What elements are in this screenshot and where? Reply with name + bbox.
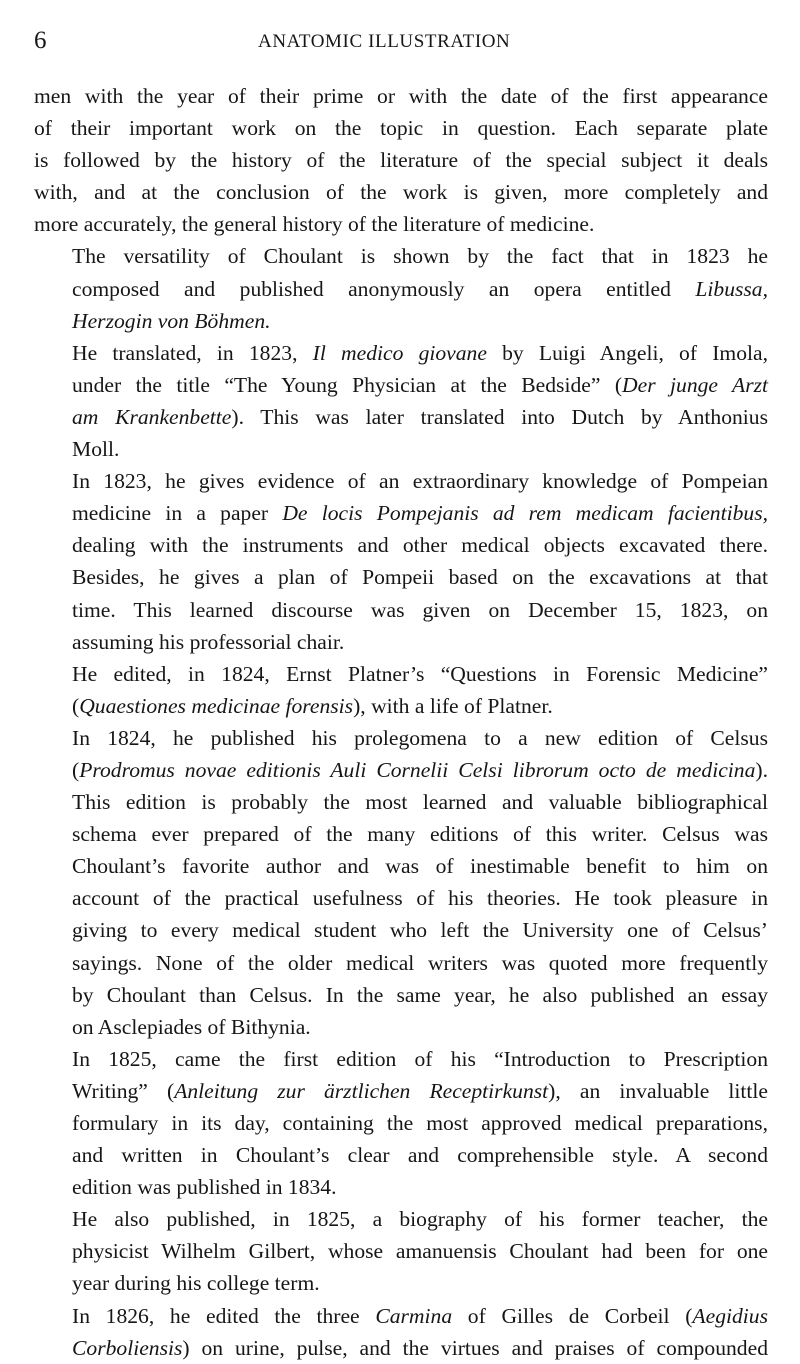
- text-line: [34, 208, 768, 240]
- text-line: [34, 369, 768, 401]
- text-line: [34, 497, 768, 529]
- text-run: ), an invaluable little: [548, 1078, 768, 1103]
- italic-text: Prodromus novae editionis Auli Cornelii Celsi librorum octo de medicina: [79, 757, 756, 782]
- text-run: of Gilles de Corbeil (: [452, 1303, 693, 1328]
- text-run: under the title “The Young Physician at the Bedside” (: [72, 372, 623, 397]
- text-line: [34, 1332, 768, 1364]
- text-run: account of the practical usefulness of his theories. He took pleasure in: [72, 886, 768, 911]
- italic-text: am Krankenbette: [72, 404, 232, 429]
- text-line: [34, 1075, 768, 1107]
- text-line: [34, 786, 768, 818]
- text-line: [34, 979, 768, 1011]
- text-run: by Choulant than Celsus. In the same year, he also published an essay: [72, 982, 768, 1007]
- italic-text: Aegidius: [692, 1303, 768, 1328]
- text-line: [34, 80, 768, 112]
- page-header: [0, 26, 800, 56]
- italic-text: Herzogin von Böhmen.: [72, 308, 271, 333]
- text-run: men with the year of their prime or with the date of the first appearance: [34, 84, 768, 108]
- text-run: year during his college term.: [72, 1271, 320, 1296]
- paragraph: [34, 1043, 768, 1203]
- paragraph: [34, 80, 768, 240]
- text-run: time. This learned discourse was given on December 15, 1823, on: [72, 597, 768, 622]
- text-run: He translated, in 1823,: [72, 340, 313, 365]
- italic-text: Libussa,: [695, 276, 768, 301]
- text-run: In 1823, he gives evidence of an extraordinary knowledge of Pompeian: [72, 469, 768, 494]
- italic-text: Anleitung zur ärztlichen Receptirkunst: [174, 1078, 549, 1103]
- body-text: [34, 80, 768, 1364]
- text-run: ).: [755, 757, 768, 782]
- paragraph: [34, 658, 768, 722]
- text-run: In 1825, came the first edition of his “Introduction to Prescription: [72, 1046, 768, 1071]
- text-line: [34, 850, 768, 882]
- italic-text: Corboliensis: [72, 1335, 183, 1360]
- paragraph: [34, 337, 768, 465]
- text-run: sayings. None of the older medical writers was quoted more frequently: [72, 950, 768, 975]
- text-line: [34, 401, 768, 433]
- text-run: He also published, in 1825, a biography of his former teacher, the: [72, 1207, 768, 1232]
- text-line: [34, 722, 768, 754]
- text-run: dealing with the instruments and other medical objects excavated there.: [72, 533, 768, 558]
- text-line: [34, 529, 768, 561]
- text-line: [34, 818, 768, 850]
- text-line: [34, 305, 768, 337]
- italic-text: Carmina: [375, 1303, 453, 1328]
- text-run: In 1826, he edited the three: [72, 1303, 376, 1328]
- text-run: ). This was later translated into Dutch by Anthonius: [231, 404, 769, 429]
- text-run: Moll.: [72, 437, 120, 462]
- text-line: [34, 626, 768, 658]
- text-line: [34, 1235, 768, 1267]
- text-run: ), with a life of Platner.: [353, 693, 553, 718]
- text-run: formulary in its day, containing the most approved medical preparations,: [72, 1111, 768, 1135]
- text-line: [34, 273, 768, 305]
- text-line: [34, 754, 768, 786]
- text-run: (: [72, 693, 80, 718]
- italic-text: Il medico giovane: [312, 340, 487, 365]
- text-run: ) on urine, pulse, and the virtues and praises of compounded: [182, 1335, 768, 1360]
- text-line: [34, 1107, 768, 1139]
- running-head: ANATOMIC ILLUSTRATION: [258, 31, 511, 52]
- italic-text: Quaestiones medicinae forensis: [79, 693, 354, 718]
- text-run: The versatility of Choulant is shown by the fact that in 1823 he: [72, 244, 768, 269]
- text-run: on Asclepiades of Bithynia.: [72, 1014, 311, 1039]
- text-line: [34, 144, 768, 176]
- text-run: Choulant’s favorite author and was of inestimable benefit to him on: [72, 854, 768, 879]
- text-line: [34, 1300, 768, 1332]
- text-line: [34, 433, 768, 465]
- text-line: [34, 947, 768, 979]
- text-run: with, and at the conclusion of the work is given, more completely and: [34, 180, 768, 205]
- paragraph: [34, 1300, 768, 1364]
- text-line: [34, 1139, 768, 1171]
- text-line: [34, 465, 768, 497]
- text-run: by Luigi Angeli, of Imola,: [486, 340, 768, 365]
- text-run: This edition is probably the most learned and valuable bibliographical: [72, 790, 768, 815]
- text-run: more accurately, the general history of the literature of medicine.: [34, 212, 595, 237]
- text-run: is followed by the history of the literature of the special subject it deals: [34, 148, 768, 173]
- text-run: schema ever prepared of the many editions of this writer. Celsus was: [72, 822, 768, 847]
- italic-text: De locis Pompejanis ad rem medicam facientibus,: [282, 501, 768, 526]
- text-line: [34, 1171, 768, 1203]
- text-run: composed and published anonymously an opera entitled: [72, 276, 696, 301]
- text-run: In 1824, he published his prolegomena to a new edition of Celsus: [72, 725, 768, 750]
- text-run: and written in Choulant’s clear and comprehensible style. A second: [72, 1143, 768, 1168]
- text-line: [34, 176, 768, 208]
- text-line: [34, 594, 768, 626]
- italic-text: Der junge Arzt: [622, 372, 769, 397]
- text-run: of their important work on the topic in question. Each separate plate: [34, 116, 768, 141]
- text-run: (: [72, 757, 80, 782]
- text-line: [34, 658, 768, 690]
- text-line: [34, 914, 768, 946]
- text-run: edition was published in 1834.: [72, 1175, 337, 1200]
- text-line: [34, 561, 768, 593]
- paragraph: [34, 240, 768, 336]
- text-line: [34, 337, 768, 369]
- text-run: He edited, in 1824, Ernst Platner’s “Questions in Forensic Medicine”: [72, 661, 768, 686]
- text-run: physicist Wilhelm Gilbert, whose amanuensis Choulant had been for one: [72, 1239, 768, 1264]
- paragraph: [34, 1203, 768, 1299]
- text-run: Besides, he gives a plan of Pompeii based on the excavations at that: [72, 565, 768, 590]
- text-line: [34, 1011, 768, 1043]
- text-line: [34, 1203, 768, 1235]
- text-line: [34, 1267, 768, 1299]
- text-run: giving to every medical student who left the University one of Celsus’: [72, 918, 768, 943]
- text-line: [34, 112, 768, 144]
- paragraph: [34, 465, 768, 658]
- text-run: assuming his professorial chair.: [72, 629, 345, 654]
- text-line: [34, 690, 768, 722]
- text-line: [34, 240, 768, 272]
- text-line: [34, 882, 768, 914]
- text-run: medicine in a paper: [72, 501, 283, 526]
- text-run: Writing” (: [72, 1078, 175, 1103]
- text-line: [34, 1043, 768, 1075]
- page-number: 6: [34, 27, 47, 54]
- paragraph: [34, 722, 768, 1043]
